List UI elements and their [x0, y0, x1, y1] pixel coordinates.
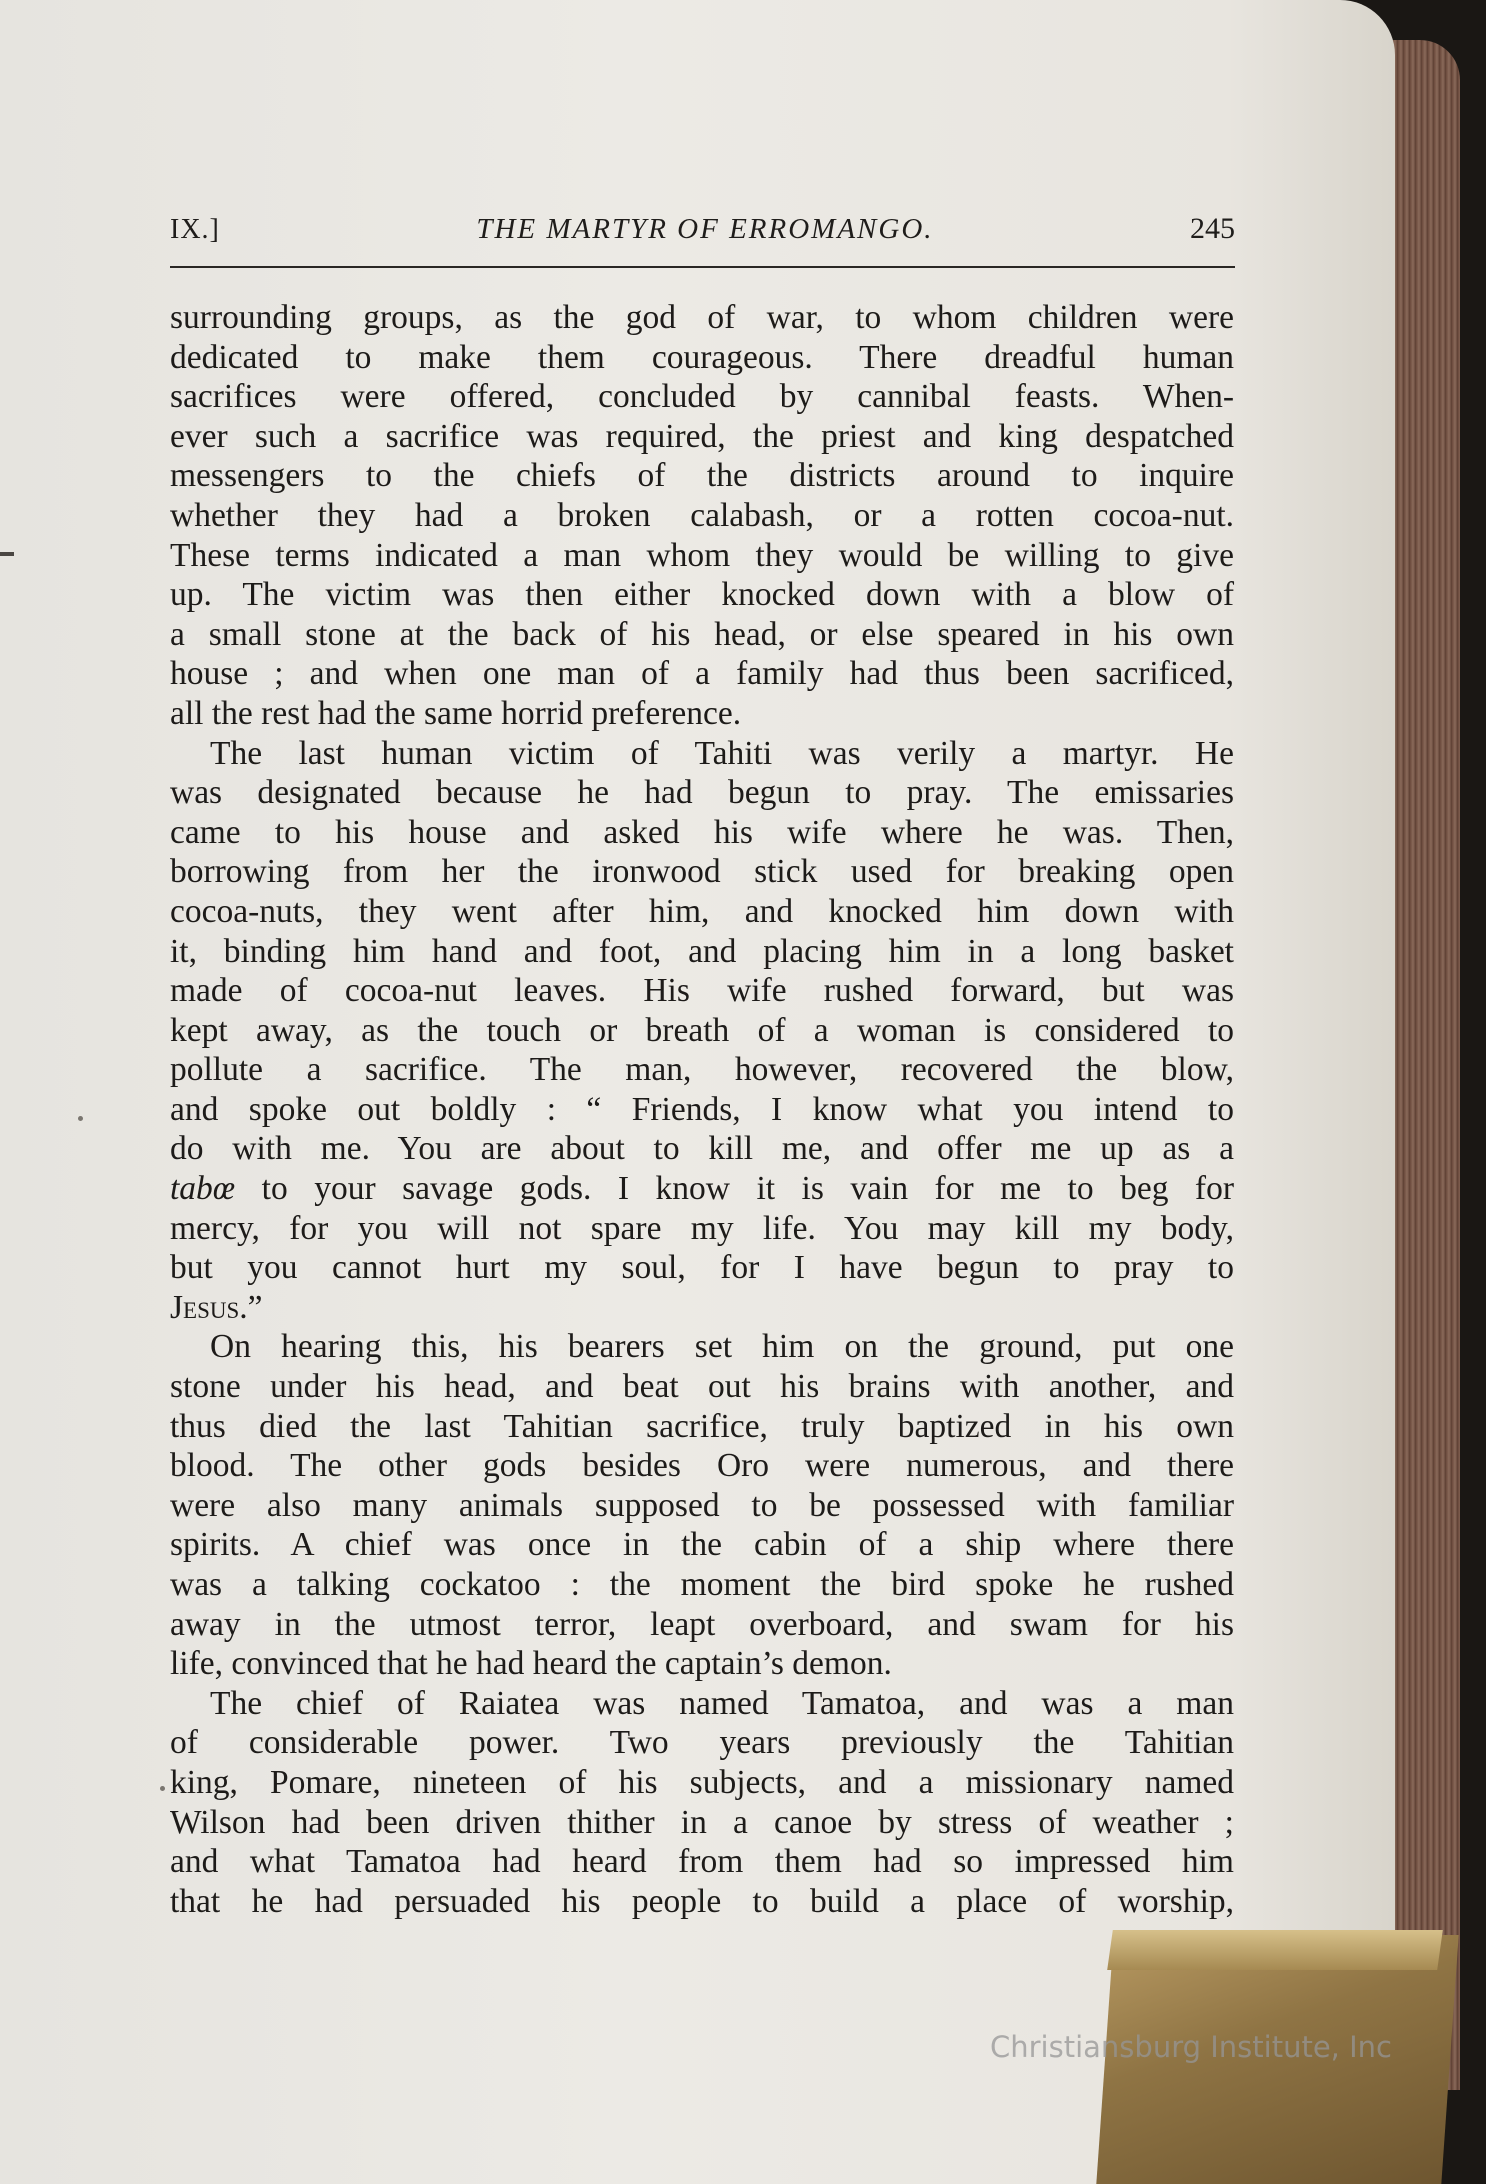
- paper-speck: [160, 1786, 165, 1791]
- text-line: messengers to the chiefs of the districts around to inquire: [170, 457, 1234, 495]
- brass-book-weight-top: [1107, 1930, 1443, 1970]
- italic-word: tabœ: [170, 1170, 236, 1208]
- text-line: away in the utmost terror, leapt overboard, and swam for his: [170, 1605, 1234, 1643]
- text-line: cocoa-nuts, they went after him, and knocked him down with: [170, 892, 1234, 930]
- text-line: was a talking cockatoo : the moment the bird spoke he rushed: [170, 1566, 1234, 1603]
- text-line: pollute a sacrifice. The man, however, recovered the blow,: [170, 1051, 1234, 1089]
- text-line: all the rest had the same horrid preference.: [170, 694, 742, 732]
- text-line: ever such a sacrifice was required, the priest and king despatched: [170, 417, 1234, 455]
- text-line: house ; and when one man of a family had thus been sacrificed,: [170, 655, 1234, 693]
- text-line: came to his house and asked his wife where he was. Then,: [170, 813, 1234, 851]
- text-line: The chief of Raiatea was named Tamatoa, and was a man: [210, 1684, 1234, 1722]
- text-line: of considerable power. Two years previously the Tahitian: [170, 1724, 1234, 1762]
- header-rule: [170, 266, 1235, 268]
- text-line: stone under his head, and beat out his brains with another, and: [170, 1368, 1234, 1406]
- body-text: [170, 298, 1234, 1921]
- text-line: These terms indicated a man whom they would be willing to give: [170, 536, 1234, 574]
- text-line: do with me. You are about to kill me, and offer me up as a: [170, 1130, 1234, 1168]
- text-line: thus died the last Tahitian sacrifice, truly baptized in his own: [170, 1407, 1234, 1445]
- text-line: that he had persuaded his people to build a place of worship,: [170, 1882, 1234, 1920]
- text-line: Wilson had been driven thither in a canoe by stress of weather ;: [170, 1803, 1234, 1841]
- text-line: a small stone at the back of his head, or else speared in his own: [170, 615, 1234, 653]
- text-line: blood. The other gods besides Oro were numerous, and there: [170, 1447, 1234, 1485]
- text-line: but you cannot hurt my soul, for I have begun to pray to: [170, 1249, 1234, 1287]
- text-line: tabœ to your savage gods. I know it is vain for me to beg for: [170, 1170, 1234, 1208]
- text-line: king, Pomare, nineteen of his subjects, and a missionary named: [170, 1763, 1234, 1801]
- text-line: borrowing from her the ironwood stick used for breaking open: [170, 853, 1234, 891]
- watermark: Christiansburg Institute, Inc: [990, 2030, 1392, 2064]
- text-line: dedicated to make them courageous. There dreadful human: [170, 338, 1234, 376]
- text-line: Jesus.”: [170, 1288, 263, 1326]
- paper-speck: [78, 1116, 83, 1121]
- book-title: THE MARTYR OF ERROMANGO.: [476, 213, 934, 245]
- text-line: On hearing this, his bearers set him on the ground, put one: [210, 1328, 1234, 1366]
- text-line: were also many animals supposed to be possessed with familiar: [170, 1486, 1234, 1524]
- text-line: up. The victim was then either knocked down with a blow of: [170, 576, 1234, 614]
- text-line: The last human victim of Tahiti was verily a martyr. He: [210, 734, 1234, 772]
- text-line: whether they had a broken calabash, or a rotten cocoa-nut.: [170, 496, 1234, 534]
- chapter-number: IX.]: [170, 214, 220, 245]
- text-line: spirits. A chief was once in the cabin of a ship where there: [170, 1526, 1234, 1564]
- text-line: surrounding groups, as the god of war, to whom children were: [170, 299, 1234, 336]
- text-line: life, convinced that he had heard the captain’s demon.: [170, 1645, 892, 1683]
- text-line: and spoke out boldly : “ Friends, I know what you intend to: [170, 1090, 1234, 1128]
- text-line: was designated because he had begun to pray. The emissaries: [170, 774, 1234, 812]
- page-number: 245: [1190, 212, 1235, 245]
- text-line: mercy, for you will not spare my life. You may kill my body,: [170, 1209, 1234, 1247]
- text-line: it, binding him hand and foot, and placing him in a long basket: [170, 932, 1234, 970]
- paper-mark: [0, 552, 14, 556]
- text-line: made of cocoa-nut leaves. His wife rushed forward, but was: [170, 972, 1234, 1010]
- text-line: and what Tamatoa had heard from them had so impressed him: [170, 1843, 1234, 1881]
- text-line: kept away, as the touch or breath of a woman is considered to: [170, 1011, 1234, 1049]
- text-line: sacrifices were offered, concluded by cannibal feasts. When-: [170, 378, 1234, 416]
- running-head: [170, 212, 1235, 260]
